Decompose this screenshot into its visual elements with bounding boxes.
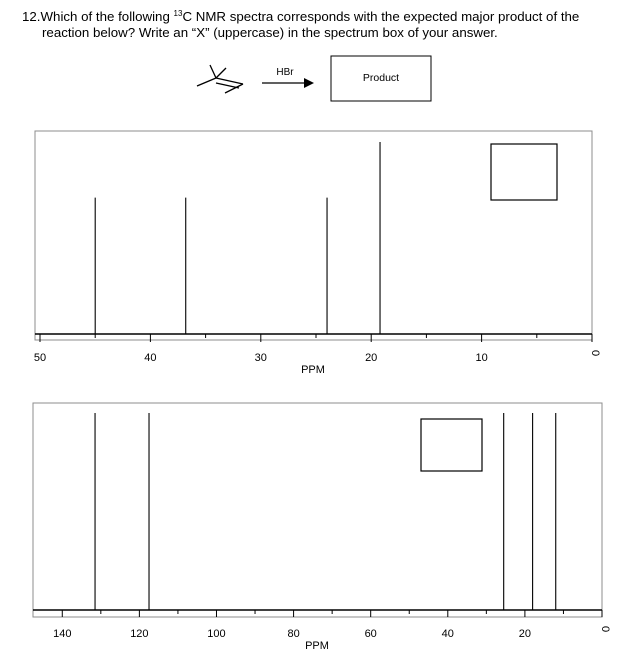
question-line2: reaction below? Write an “X” (uppercase) in the spectrum box of your answer. (42, 25, 498, 40)
spectrum-b-peaks (95, 413, 556, 610)
spectrum-a-axis (34, 334, 601, 364)
spectrum-a-x-axis-title: PPM (301, 364, 325, 376)
spectrum-b-x-axis-title: PPM (305, 640, 329, 652)
axis-tick-label: 40 (441, 628, 454, 640)
question-line1-part1: Which of the following (40, 9, 174, 24)
product-label: Product (362, 72, 400, 84)
reactant-structure (197, 65, 243, 93)
axis-tick-label: 50 (33, 352, 47, 364)
axis-tick-label: 0 (599, 625, 611, 633)
axis-tick-label: 60 (364, 628, 377, 640)
axis-tick-label: 30 (254, 352, 267, 364)
spectrum-b (33, 403, 611, 652)
axis-tick-label: 20 (518, 628, 532, 640)
axis-tick-label: 120 (130, 628, 149, 640)
spectrum-a (34, 131, 601, 376)
axis-tick-label: 0 (589, 349, 601, 357)
spectrum-b-answer-box[interactable] (421, 419, 482, 471)
axis-tick-label: 80 (287, 628, 300, 640)
spectrum-b-frame (33, 403, 602, 617)
spectrum-b-axis (53, 610, 611, 640)
spectrum-a-frame (35, 131, 592, 340)
axis-tick-label: 10 (475, 352, 488, 364)
spectrum-a-answer-box[interactable] (491, 144, 557, 200)
spectrum-a-peaks (95, 142, 380, 334)
axis-tick-label: 140 (53, 628, 72, 640)
axis-tick-label: 100 (207, 628, 226, 640)
isotope-superscript: 13 (173, 9, 183, 18)
reaction-arrow (262, 78, 314, 88)
reagent-label: HBr (276, 67, 294, 78)
axis-tick-label: 20 (365, 352, 378, 364)
question-line1-part2: C NMR spectra corresponds with the expected major product of the (182, 9, 580, 24)
question-number: 12. (22, 9, 41, 24)
axis-tick-label: 40 (144, 352, 157, 364)
reaction-scheme (197, 56, 431, 101)
